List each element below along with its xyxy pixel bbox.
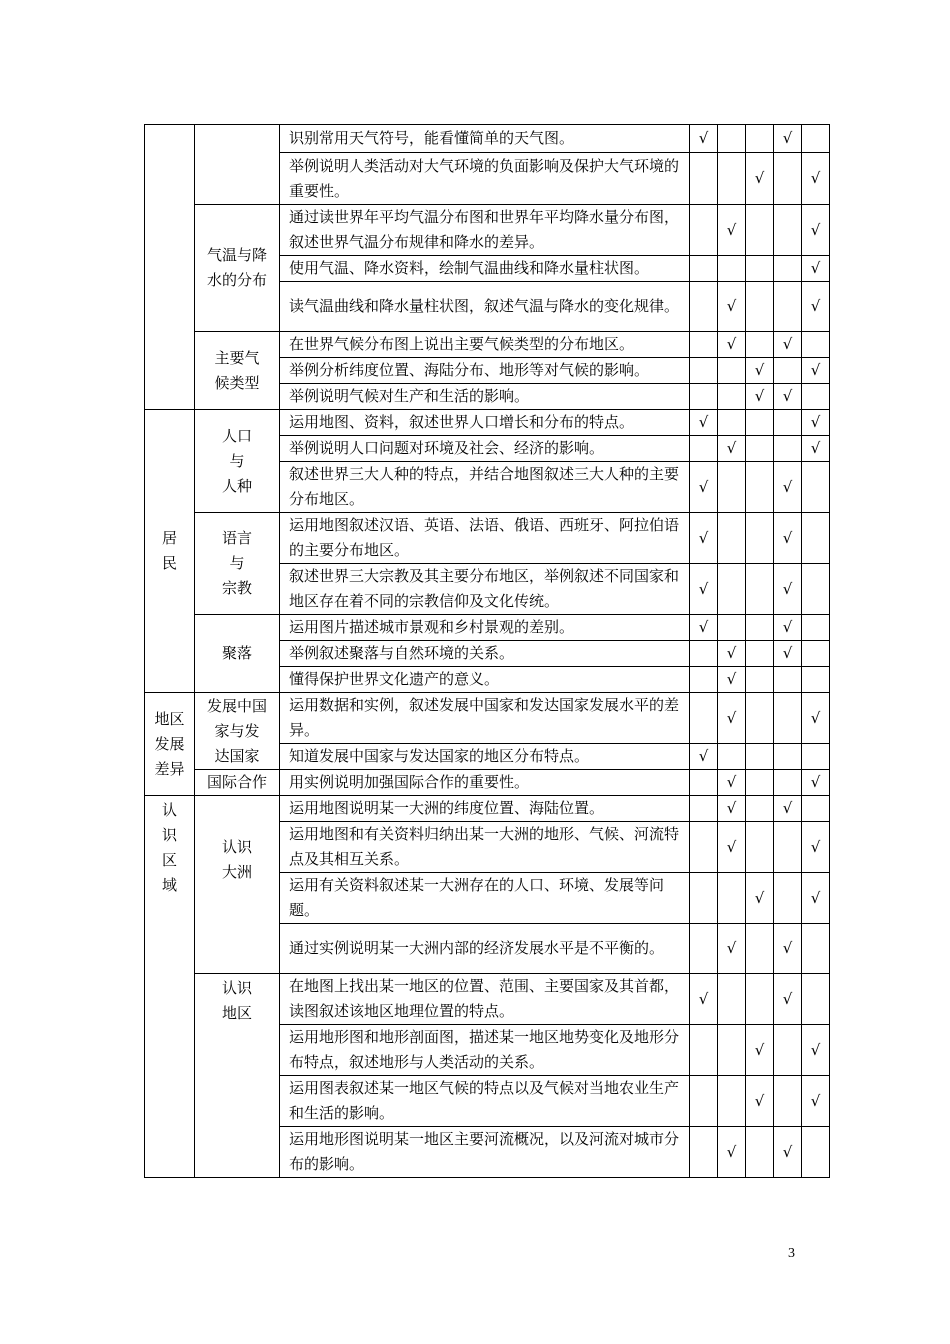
check-mark bbox=[746, 693, 774, 744]
check-mark bbox=[718, 744, 746, 770]
check-mark bbox=[774, 667, 802, 693]
standard-text: 使用气温、降水资料，绘制气温曲线和降水量柱状图。 bbox=[280, 256, 690, 282]
check-mark: √ bbox=[774, 615, 802, 641]
check-mark bbox=[690, 205, 718, 256]
check-mark: √ bbox=[774, 462, 802, 513]
standard-text: 通过读世界年平均气温分布图和世界年平均降水量分布图，叙述世界气温分布规律和降水的差异。 bbox=[280, 205, 690, 256]
check-mark bbox=[746, 125, 774, 153]
check-mark bbox=[802, 564, 830, 615]
standard-text: 读气温曲线和降水量柱状图，叙述气温与降水的变化规律。 bbox=[280, 282, 690, 332]
check-mark: √ bbox=[802, 1076, 830, 1127]
check-mark bbox=[746, 974, 774, 1025]
unit-cell-climate-continued bbox=[145, 125, 195, 410]
check-mark bbox=[802, 974, 830, 1025]
check-mark bbox=[718, 873, 746, 924]
check-mark: √ bbox=[718, 770, 746, 796]
check-mark bbox=[690, 1025, 718, 1076]
check-mark: √ bbox=[802, 205, 830, 256]
page-number: 3 bbox=[788, 1246, 795, 1261]
check-mark bbox=[746, 256, 774, 282]
topic-cell-language-religion: 语言 与 宗教 bbox=[195, 513, 280, 615]
topic-cell-climate-types: 主要气 候类型 bbox=[195, 332, 280, 410]
check-mark bbox=[718, 974, 746, 1025]
check-mark: √ bbox=[774, 1127, 802, 1178]
standard-text: 运用地形图说明某一地区主要河流概况，以及河流对城市分布的影响。 bbox=[280, 1127, 690, 1178]
check-mark: √ bbox=[774, 564, 802, 615]
check-mark bbox=[690, 436, 718, 462]
check-mark bbox=[690, 770, 718, 796]
check-mark: √ bbox=[802, 873, 830, 924]
check-mark: √ bbox=[746, 358, 774, 384]
check-mark: √ bbox=[774, 641, 802, 667]
check-mark bbox=[718, 384, 746, 410]
standard-text: 举例说明人口问题对环境及社会、经济的影响。 bbox=[280, 436, 690, 462]
check-mark bbox=[690, 693, 718, 744]
check-mark bbox=[690, 282, 718, 332]
check-mark: √ bbox=[802, 282, 830, 332]
check-mark bbox=[774, 256, 802, 282]
check-mark: √ bbox=[690, 513, 718, 564]
check-mark: √ bbox=[746, 873, 774, 924]
check-mark bbox=[802, 1127, 830, 1178]
check-mark bbox=[746, 282, 774, 332]
check-mark: √ bbox=[718, 822, 746, 873]
check-mark: √ bbox=[774, 796, 802, 822]
check-mark: √ bbox=[718, 205, 746, 256]
check-mark bbox=[718, 125, 746, 153]
topic-cell-developing-developed: 发展中国 家与发 达国家 bbox=[195, 693, 280, 770]
check-mark bbox=[690, 153, 718, 205]
check-mark bbox=[690, 667, 718, 693]
unit-cell-regional-difference: 地区 发展 差异 bbox=[145, 693, 195, 796]
check-mark bbox=[746, 332, 774, 358]
check-mark: √ bbox=[718, 282, 746, 332]
topic-cell-temp-precip: 气温与降 水的分布 bbox=[195, 205, 280, 332]
check-mark: √ bbox=[802, 693, 830, 744]
check-mark bbox=[718, 462, 746, 513]
check-mark bbox=[746, 641, 774, 667]
standard-text: 举例说明气候对生产和生活的影响。 bbox=[280, 384, 690, 410]
check-mark bbox=[746, 436, 774, 462]
check-mark bbox=[802, 615, 830, 641]
check-mark bbox=[802, 332, 830, 358]
check-mark bbox=[746, 564, 774, 615]
standard-text: 通过实例说明某一大洲内部的经济发展水平是不平衡的。 bbox=[280, 924, 690, 974]
check-mark: √ bbox=[690, 744, 718, 770]
check-mark: √ bbox=[718, 436, 746, 462]
check-mark bbox=[802, 462, 830, 513]
check-mark bbox=[774, 153, 802, 205]
standard-text: 运用有关资料叙述某一大洲存在的人口、环境、发展等问题。 bbox=[280, 873, 690, 924]
check-mark bbox=[690, 256, 718, 282]
check-mark: √ bbox=[774, 513, 802, 564]
standard-text: 运用地图、资料，叙述世界人口增长和分布的特点。 bbox=[280, 410, 690, 436]
check-mark bbox=[802, 384, 830, 410]
check-mark bbox=[774, 770, 802, 796]
check-mark bbox=[774, 744, 802, 770]
standard-text: 懂得保护世界文化遗产的意义。 bbox=[280, 667, 690, 693]
check-mark: √ bbox=[774, 384, 802, 410]
unit-cell-residents: 居 民 bbox=[145, 410, 195, 693]
topic-cell-settlement: 聚落 bbox=[195, 615, 280, 693]
check-mark bbox=[746, 462, 774, 513]
check-mark: √ bbox=[718, 693, 746, 744]
check-mark bbox=[690, 641, 718, 667]
standard-text: 运用地图说明某一大洲的纬度位置、海陆位置。 bbox=[280, 796, 690, 822]
check-mark bbox=[774, 1076, 802, 1127]
check-mark: √ bbox=[690, 125, 718, 153]
check-mark bbox=[690, 1076, 718, 1127]
check-mark bbox=[690, 873, 718, 924]
standard-text: 举例分析纬度位置、海陆分布、地形等对气候的影响。 bbox=[280, 358, 690, 384]
standard-text: 在地图上找出某一地区的位置、范围、主要国家及其首都，读图叙述该地区地理位置的特点。 bbox=[280, 974, 690, 1025]
check-mark: √ bbox=[690, 462, 718, 513]
check-mark bbox=[690, 1127, 718, 1178]
check-mark bbox=[718, 256, 746, 282]
standard-text: 运用地图和有关资料归纳出某一大洲的地形、气候、河流特点及其相互关系。 bbox=[280, 822, 690, 873]
check-mark: √ bbox=[746, 384, 774, 410]
check-mark bbox=[718, 153, 746, 205]
check-mark bbox=[690, 358, 718, 384]
check-mark bbox=[746, 615, 774, 641]
check-mark bbox=[746, 924, 774, 974]
check-mark bbox=[774, 282, 802, 332]
check-mark bbox=[718, 1025, 746, 1076]
check-mark: √ bbox=[690, 564, 718, 615]
check-mark bbox=[690, 796, 718, 822]
check-mark bbox=[802, 125, 830, 153]
topic-cell-areas: 认识 地区 bbox=[195, 974, 280, 1178]
check-mark bbox=[718, 358, 746, 384]
standard-text: 识别常用天气符号，能看懂简单的天气图。 bbox=[280, 125, 690, 153]
check-mark: √ bbox=[718, 667, 746, 693]
check-mark bbox=[774, 358, 802, 384]
check-mark bbox=[746, 796, 774, 822]
standard-text: 举例说明人类活动对大气环境的负面影响及保护大气环境的重要性。 bbox=[280, 153, 690, 205]
standard-text: 运用图片描述城市景观和乡村景观的差别。 bbox=[280, 615, 690, 641]
check-mark bbox=[746, 667, 774, 693]
topic-cell-continents: 认识 大洲 bbox=[195, 796, 280, 974]
check-mark: √ bbox=[802, 256, 830, 282]
standard-text: 叙述世界三大宗教及其主要分布地区，举例叙述不同国家和地区存在着不同的宗教信仰及文化传统。 bbox=[280, 564, 690, 615]
check-mark bbox=[746, 513, 774, 564]
check-mark bbox=[774, 873, 802, 924]
standard-text: 知道发展中国家与发达国家的地区分布特点。 bbox=[280, 744, 690, 770]
standard-text: 在世界气候分布图上说出主要气候类型的分布地区。 bbox=[280, 332, 690, 358]
check-mark: √ bbox=[802, 822, 830, 873]
standard-text: 用实例说明加强国际合作的重要性。 bbox=[280, 770, 690, 796]
topic-cell-intl-cooperation: 国际合作 bbox=[195, 770, 280, 796]
check-mark: √ bbox=[690, 615, 718, 641]
check-mark: √ bbox=[690, 410, 718, 436]
check-mark: √ bbox=[718, 641, 746, 667]
check-mark bbox=[774, 1025, 802, 1076]
check-mark bbox=[774, 410, 802, 436]
check-mark bbox=[802, 513, 830, 564]
topic-cell-weather-continued bbox=[195, 125, 280, 205]
check-mark bbox=[718, 564, 746, 615]
check-mark bbox=[690, 384, 718, 410]
check-mark: √ bbox=[802, 410, 830, 436]
standard-text: 运用数据和实例，叙述发展中国家和发达国家发展水平的差异。 bbox=[280, 693, 690, 744]
check-mark: √ bbox=[746, 153, 774, 205]
check-mark: √ bbox=[802, 153, 830, 205]
standard-text: 运用图表叙述某一地区气候的特点以及气候对当地农业生产和生活的影响。 bbox=[280, 1076, 690, 1127]
check-mark bbox=[802, 796, 830, 822]
curriculum-standards-table bbox=[144, 124, 830, 1178]
standard-text: 举例叙述聚落与自然环境的关系。 bbox=[280, 641, 690, 667]
check-mark bbox=[802, 744, 830, 770]
check-mark: √ bbox=[802, 358, 830, 384]
check-mark bbox=[718, 615, 746, 641]
check-mark: √ bbox=[802, 436, 830, 462]
check-mark: √ bbox=[802, 770, 830, 796]
topic-cell-population: 人口 与 人种 bbox=[195, 410, 280, 513]
check-mark: √ bbox=[718, 924, 746, 974]
check-mark bbox=[802, 924, 830, 974]
check-mark: √ bbox=[774, 332, 802, 358]
check-mark bbox=[690, 924, 718, 974]
check-mark bbox=[746, 770, 774, 796]
check-mark bbox=[746, 205, 774, 256]
check-mark: √ bbox=[802, 1025, 830, 1076]
check-mark bbox=[718, 513, 746, 564]
check-mark bbox=[774, 822, 802, 873]
check-mark bbox=[774, 693, 802, 744]
standard-text: 运用地图叙述汉语、英语、法语、俄语、西班牙、阿拉伯语的主要分布地区。 bbox=[280, 513, 690, 564]
check-mark bbox=[746, 744, 774, 770]
check-mark bbox=[718, 1076, 746, 1127]
check-mark: √ bbox=[718, 796, 746, 822]
check-mark: √ bbox=[774, 924, 802, 974]
standard-text: 运用地形图和地形剖面图，描述某一地区地势变化及地形分布特点，叙述地形与人类活动的关系。 bbox=[280, 1025, 690, 1076]
check-mark: √ bbox=[690, 974, 718, 1025]
standard-text: 叙述世界三大人种的特点，并结合地图叙述三大人种的主要分布地区。 bbox=[280, 462, 690, 513]
check-mark bbox=[774, 436, 802, 462]
check-mark bbox=[802, 641, 830, 667]
check-mark: √ bbox=[718, 332, 746, 358]
check-mark: √ bbox=[774, 974, 802, 1025]
check-mark bbox=[690, 332, 718, 358]
check-mark: √ bbox=[774, 125, 802, 153]
check-mark bbox=[802, 667, 830, 693]
check-mark bbox=[746, 822, 774, 873]
check-mark bbox=[690, 822, 718, 873]
unit-cell-regions: 认 识 区 域 bbox=[145, 796, 195, 1178]
check-mark bbox=[746, 410, 774, 436]
check-mark bbox=[746, 1127, 774, 1178]
check-mark bbox=[718, 410, 746, 436]
check-mark bbox=[774, 205, 802, 256]
check-mark: √ bbox=[718, 1127, 746, 1178]
check-mark: √ bbox=[746, 1076, 774, 1127]
check-mark: √ bbox=[746, 1025, 774, 1076]
